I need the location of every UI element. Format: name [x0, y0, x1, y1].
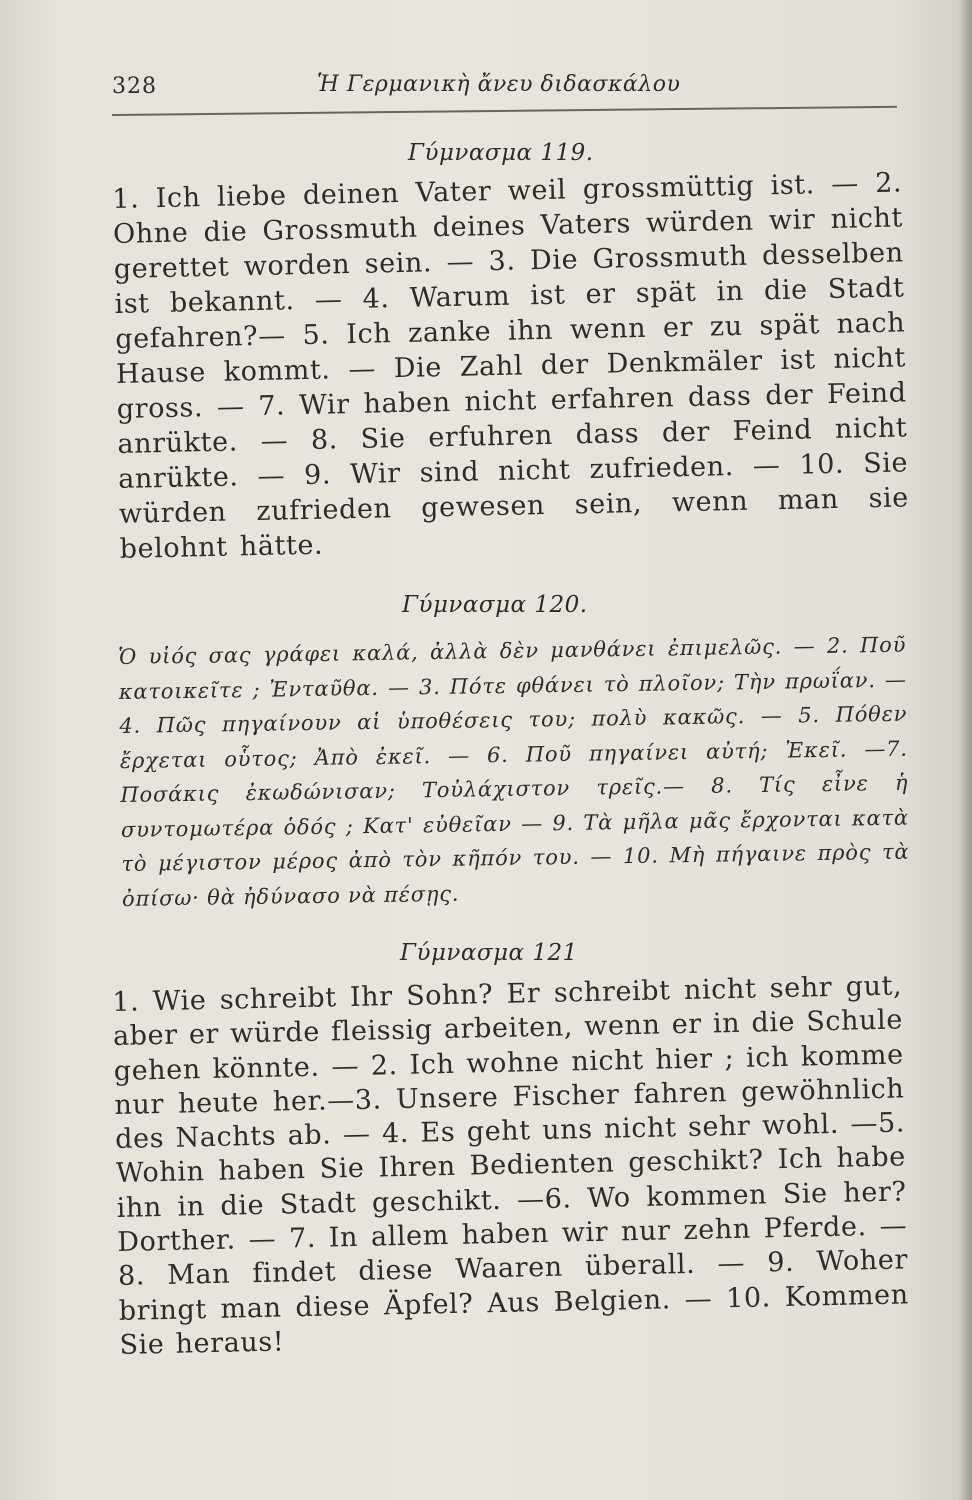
- exercise-text-119: 1. Ich liebe deinen Vater weil grossmüttig ist. — 2. Ohne die Grossmuth deines Vaters würden wir nicht gerettet worden sein. — 3. Die Grossmuth desselben ist bekannt. — 4. Warum ist er spät in die Stadt gefahren?— 5. Ich zanke ihn wenn er zu spät nach Hause kommt. — Die Zahl der Denkmäler ist nicht gross. — 7. Wir haben nicht erfahren dass der Feind anrükte. — 8. Sie erfuhren dass der Feind nicht anrükte. — 9. Wir sind nicht zufrieden. — 10. Sie würden zufrieden gewesen sein, wenn man sie belohnt hätte.: [112, 167, 910, 565]
- page-edge-shadow: [958, 0, 972, 1500]
- running-title: Ἡ Γερμανικὴ ἄνευ διδασκάλου: [317, 72, 681, 97]
- exercise-heading-121: Γύμνασμα 121: [400, 940, 578, 966]
- exercise-text-120: Ὁ υἱός σας γράφει καλά, ἀλλὰ δὲν μανθάνει ἐπιμελῶς. — 2. Ποῦ κατοικεῖτε ; Ἐνταῦθα. — 3. Πότε φθάνει τὸ πλοῖον; Τὴν πρωΐαν. — 4. Πῶς πηγαίνουν αἱ ὑποθέσεις του; πολὺ κακῶς. — 5. Πόθεν ἔρχεται οὗτος; Ἀπὸ ἐκεῖ. — 6. Ποῦ πηγαίνει αὐτή; Ἐκεῖ. —7. Ποσάκις ἐκωδώνισαν; Τοὐλάχιστον τρεῖς.— 8. Τίς εἶνε ἡ συντομωτέρα ὁδός ; Κατ' εὐθεῖαν — 9. Τὰ μῆλα μᾶς ἔρχονται κατὰ τὸ μέγιστον μέρος ἀπὸ τὸν κῆπόν του. — 10. Μὴ πήγαινε πρὸς τὰ ὀπίσω· θὰ ἠδύνασο νὰ πέσῃς.: [118, 632, 910, 911]
- exercise-text-121: 1. Wie schreibt Ihr Sohn? Er schreibt nicht sehr gut, aber er würde fleissig arbeiten, wenn er in die Schule gehen könnte. — 2. Ich wohne nicht hier ; ich komme nur heute her.—3. Unsere Fischer fahren gewöhnlich des Nachts ab. — 4. Es geht uns nicht sehr wohl. —5. Wohin haben Sie Ihren Bedienten geschikt? Ich habe ihn in die Stadt geschikt. —6. Wo kommen Sie her? Dorther. — 7. In allem haben wir nur zehn Pferde. — 8. Man findet diese Waaren überall. — 9. Woher bringt man diese Äpfel? Aus Belgien. — 10. Kommen Sie heraus!: [112, 970, 909, 1361]
- exercise-heading-120: Γύμνασμα 120.: [402, 592, 588, 618]
- page-number: 328: [112, 74, 157, 99]
- header-rule: [112, 106, 897, 116]
- exercise-heading-119: Γύμνασμα 119.: [408, 140, 594, 166]
- page-header: [112, 74, 902, 104]
